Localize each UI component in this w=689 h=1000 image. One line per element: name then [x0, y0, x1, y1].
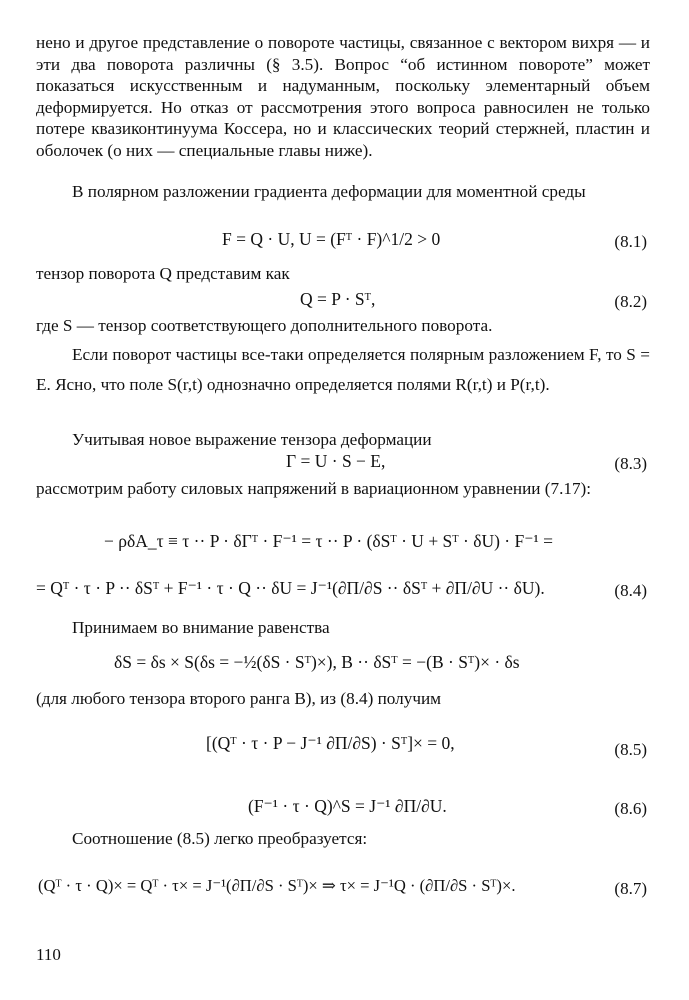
paragraph-polar-field: Если поворот частицы все-таки определяется полярным разложением F, то S = E. Ясно, что поле S(r,t) однозначно определяется полями R(r,t) и P(r,t).	[36, 345, 650, 394]
equation-8-5: [(Qᵀ · τ · P − J⁻¹ ∂Π/∂S) · Sᵀ]× = 0,	[206, 733, 455, 753]
paragraph-additional-rotation: где S — тензор соответствующего дополнительного поворота.	[36, 316, 493, 335]
paragraph-any-tensor: (для любого тензора второго ранга B), из (8.4) получим	[36, 689, 442, 708]
page-number: 110	[36, 945, 61, 964]
paragraph-true-rotation: нено и другое представление о повороте частицы, связанное с вектором вихря — и эти два поворота различны (§ 3.5). Вопрос “об истинном повороте” может показаться искусственным и надуманным, поскольку элементарный объем деформируется. Но отказ от рассмотрения этого вопроса равносилен не только потере квазиконтинуума Коссера, но и классических теорий стержней, пластин и оболочек (о них — специальные главы ниже).	[36, 33, 650, 160]
equation-8-1: F = Q · U, U = (Fᵀ · F)^1/2 > 0	[222, 229, 441, 249]
paragraph-new-strain: Учитывая новое выражение тензора деформации	[72, 430, 432, 449]
paragraph-virtual-work: рассмотрим работу силовых напряжений в вариационном уравнении (7.17):	[36, 479, 592, 498]
equation-8-4-line2: = Qᵀ · τ · P ·· δSᵀ + F⁻¹ · τ · Q ·· δU = J⁻¹(∂Π/∂S ·· δSᵀ + ∂Π/∂U ·· δU).	[36, 578, 545, 598]
paragraph-take-into-account: Принимаем во внимание равенства	[72, 618, 330, 637]
equation-number-8-6: (8.6)	[614, 799, 647, 818]
equation-8-4-line1: − ρδA_τ ≡ τ ·· P · δΓᵀ · F⁻¹ = τ ·· P · (δSᵀ · U + Sᵀ · δU) · F⁻¹ =	[104, 531, 553, 551]
equation-number-8-2: (8.2)	[614, 292, 647, 311]
equation-number-8-4: (8.4)	[614, 581, 647, 600]
equation-8-2: Q = P · Sᵀ,	[300, 289, 376, 309]
paragraph-relation-transform: Соотношение (8.5) легко преобразуется:	[72, 829, 368, 848]
equation-identities: δS = δs × S(δs = −½(δS · Sᵀ)×), B ·· δSᵀ = −(B · Sᵀ)× · δs	[114, 652, 520, 672]
equation-8-6: (F⁻¹ · τ · Q)^S = J⁻¹ ∂Π/∂U.	[248, 796, 447, 816]
equation-number-8-5: (8.5)	[614, 740, 647, 759]
equation-8-3: Γ = U · S − E,	[286, 451, 386, 471]
equation-number-8-7: (8.7)	[614, 879, 647, 898]
paragraph-rotation-tensor: тензор поворота Q представим как	[36, 264, 290, 283]
equation-number-8-3: (8.3)	[614, 454, 647, 473]
equation-number-8-1: (8.1)	[614, 232, 647, 251]
equation-8-7: (Qᵀ · τ · Q)× = Qᵀ · τ× = J⁻¹(∂Π/∂S · Sᵀ)× ⇒ τ× = J⁻¹Q · (∂Π/∂S · Sᵀ)×.	[38, 876, 516, 895]
paragraph-polar-decomposition: В полярном разложении градиента деформации для моментной среды	[72, 182, 586, 201]
